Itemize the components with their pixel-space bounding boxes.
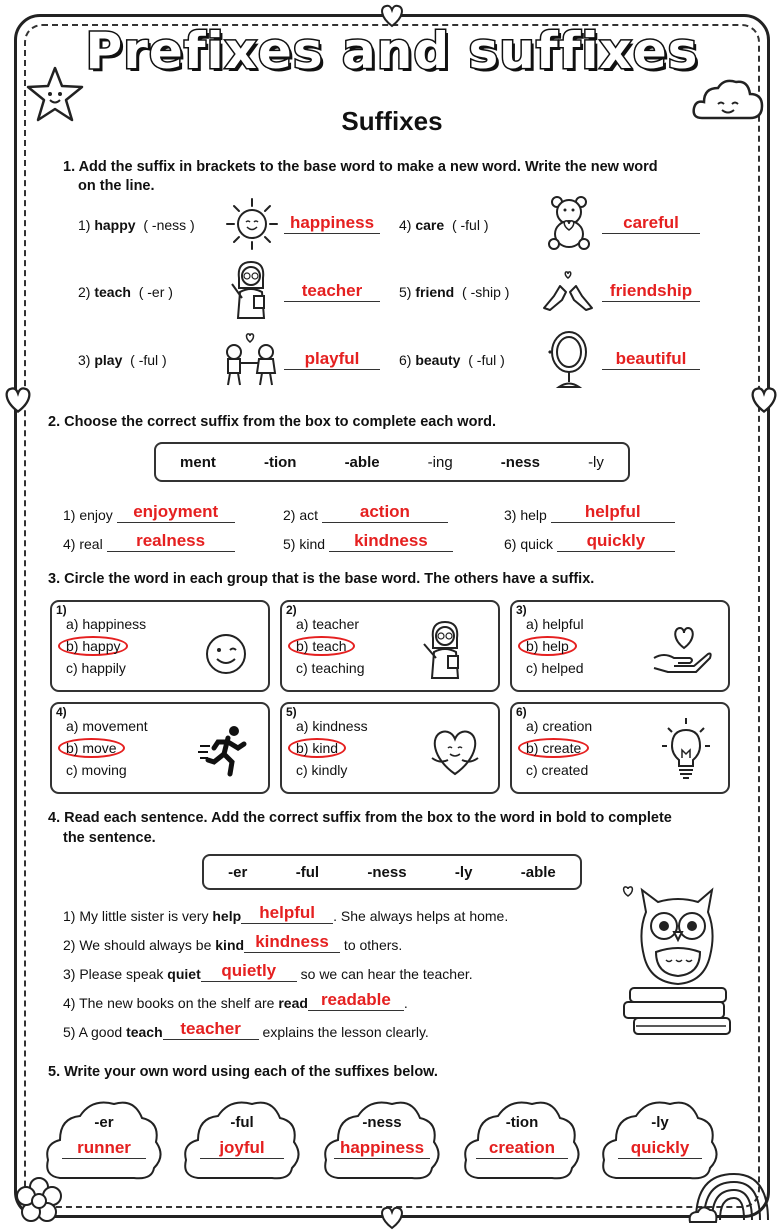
suffix-word-box (154, 442, 630, 482)
light-bulb-icon (656, 718, 716, 784)
suffix-cloud: -ful joyful (180, 1092, 304, 1184)
section2-question: 2. Choose the correct suffix from the box to complete each word. (48, 414, 496, 430)
teacher-icon (228, 258, 274, 320)
friendship-hands-icon (540, 266, 596, 312)
circled-answer[interactable]: b) teach (288, 636, 355, 656)
heart-in-hand-icon (650, 622, 714, 676)
s1-answer-1[interactable]: happiness (284, 213, 380, 234)
hugging-heart-icon (426, 724, 484, 780)
circled-answer[interactable]: b) create (518, 738, 589, 758)
circled-answer[interactable]: b) help (518, 636, 577, 656)
smiley-face-icon (204, 632, 248, 676)
circled-answer[interactable]: b) kind (288, 738, 346, 758)
children-playing-icon (218, 330, 282, 388)
word-group-card: 5) a) kindness b) kind c) kindly (280, 702, 500, 794)
teddy-bear-icon (544, 194, 594, 252)
sentence: 2) We should always be kind kindness to others. (63, 932, 403, 953)
s1-item-2: 2) teach ( -er ) (78, 284, 173, 300)
heart-icon (378, 1204, 406, 1230)
sentence: 1) My little sister is very help helpful . She always helps at home. (63, 903, 509, 924)
suffix-option: -ing (427, 453, 453, 471)
suffix-cloud: -ness happiness (320, 1092, 444, 1184)
word-group-card: 6) a) creation b) create c) created (510, 702, 730, 794)
s1-answer-4[interactable]: careful (602, 213, 700, 234)
page-title: Prefixes and suffixes (85, 22, 699, 80)
running-person-icon (198, 724, 252, 778)
s2-item-3: 3) help helpful (504, 502, 675, 523)
suffix-option: -able (520, 863, 556, 881)
section5-question: 5. Write your own word using each of the suffixes below. (48, 1064, 438, 1080)
word-group-card: 3) a) helpful b) help c) helped (510, 600, 730, 692)
suffix-option: -able (344, 453, 380, 471)
s2-item-4: 4) real realness (63, 531, 235, 552)
s1-item-3: 3) play ( -ful ) (78, 352, 167, 368)
suffix-option: -ly (588, 453, 604, 471)
section3-question: 3. Circle the word in each group that is the base word. The others have a suffix. (48, 571, 595, 587)
mirror-icon (542, 330, 592, 390)
s2-item-1: 1) enjoy enjoyment (63, 502, 235, 523)
s2-item-2: 2) act action (283, 502, 448, 523)
circled-answer[interactable]: b) move (58, 738, 125, 758)
rainbow-icon (688, 1160, 772, 1224)
suffix-option: -er (228, 863, 248, 881)
section4-question-cont: the sentence. (63, 830, 156, 846)
sentence: 4) The new books on the shelf are read readable . (63, 990, 408, 1011)
suffix-cloud: -ly quickly (598, 1092, 722, 1184)
heart-icon (2, 384, 34, 414)
s2-item-6: 6) quick quickly (504, 531, 675, 552)
owl-on-books-icon (616, 882, 740, 1040)
word-group-card: 1) a) happiness b) happy c) happily (50, 600, 270, 692)
s1-item-4: 4) care ( -ful ) (399, 217, 489, 233)
suffix-option: -ness (500, 453, 540, 471)
word-group-card: 4) a) movement b) move c) moving (50, 702, 270, 794)
suffix-option: -tion (263, 453, 297, 471)
s2-item-5: 5) kind kindness (283, 531, 453, 552)
s1-answer-2[interactable]: teacher (284, 281, 380, 302)
word-group-card: 2) a) teacher b) teach c) teaching (280, 600, 500, 692)
circled-answer[interactable]: b) happy (58, 636, 128, 656)
flower-icon (14, 1176, 64, 1226)
page-subtitle: Suffixes (341, 106, 443, 136)
s1-answer-5[interactable]: friendship (602, 281, 700, 302)
s1-answer-6[interactable]: beautiful (602, 349, 700, 370)
section4-question: 4. Read each sentence. Add the correct suffix from the box to the word in bold to complete (48, 810, 672, 826)
suffix-option: -ly (454, 863, 473, 881)
s1-answer-3[interactable]: playful (284, 349, 380, 370)
sentence: 5) A good teach teacher explains the lesson clearly. (63, 1019, 429, 1040)
s1-item-6: 6) beauty ( -ful ) (399, 352, 505, 368)
suffix-cloud: -tion creation (460, 1092, 584, 1184)
s1-item-5: 5) friend ( -ship ) (399, 284, 510, 300)
sun-icon (224, 196, 280, 252)
suffix-cloud: -er runner (42, 1092, 166, 1184)
suffix-option: -ness (367, 863, 407, 881)
suffix-word-box (202, 854, 582, 890)
section1-question: 1. Add the suffix in brackets to the base word to make a new word. Write the new word (63, 159, 658, 175)
suffix-option: ment (180, 453, 216, 471)
s1-item-1: 1) happy ( -ness ) (78, 217, 195, 233)
section1-question-cont: on the line. (78, 178, 155, 194)
suffix-option: -ful (295, 863, 320, 881)
sentence: 3) Please speak quiet quietly so we can hear the teacher. (63, 961, 473, 982)
heart-icon (748, 384, 780, 414)
teacher-icon (422, 616, 468, 682)
